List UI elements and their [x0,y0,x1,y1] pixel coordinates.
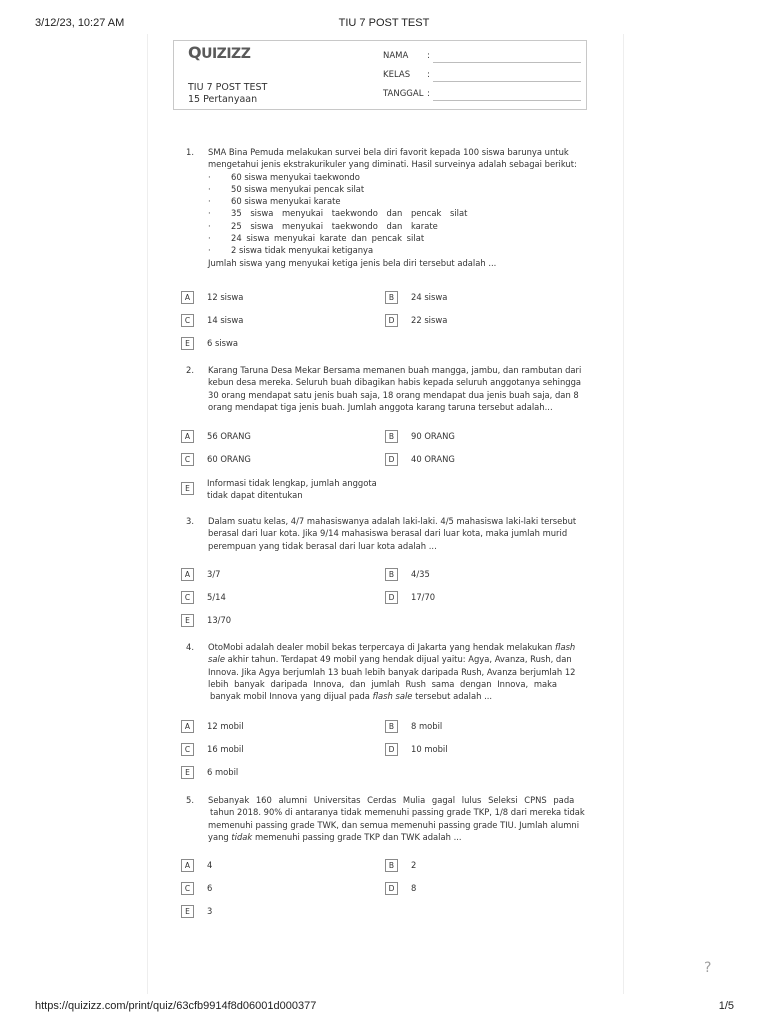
option-text: 2 [411,860,417,870]
print-page-number: 1/5 [718,1000,734,1012]
list-item: · 60 siswa menyukai taekwondo [208,171,360,182]
option-text: 6 mobil [207,767,239,777]
option-key: A [181,568,194,581]
name-label: NAMA [383,51,409,61]
option-text: 24 siswa [411,292,448,302]
option-text: 8 mobil [411,721,443,731]
print-title: TIU 7 POST TEST [338,17,430,29]
option-text: 4 [207,860,213,870]
option-key: A [181,430,194,443]
name-field[interactable]: NAMA : [383,51,581,65]
option-text: 16 mobil [207,744,244,754]
option-key: E [181,337,194,350]
question-text: SMA Bina Pemuda melakukan survei bela diri favorit kepada 100 siswa barunya untuk mengetahui jenis ekstrakurikuler yang diminati. Hasil surveinya adalah sebagai berikut: · 60 siswa menyukai taekwondo · 50 siswa menyukai pencak silat · 60 siswa menyukai karate · 35 siswa menyukai taekwondo dan pencak silat · 25 siswa menyukai taekwondo dan karate · 24 siswa menyukai karate dan pencak silat · 2 siswa tidak menyukai ketiganya Jumlah siswa yang menyukai ketiga jenis bela diri tersebut adalah ... [208,146,598,269]
option-text: 3/7 [207,569,221,579]
option-text: 56 ORANG [207,431,251,441]
class-field[interactable]: KELAS : [383,70,581,84]
option-text: 17/70 [411,592,436,602]
option-key: C [181,453,194,466]
option-text: 22 siswa [411,315,448,325]
option-key: A [181,720,194,733]
question-text: Sebanyak 160 alumni Universitas Cerdas Mulia gagal lulus Seleksi CPNS pada tahun 2018. 90% di antaranya tidak memenuhi passing grade TKP, 1/8 dari mereka tidak memenuhi passing grade TWK, dan semua memenuhi passing grade TIU. Jumlah alumni yang tidak memenuhi passing grade TKP dan TWK adalah ... [208,795,585,842]
quiz-info-box [173,40,587,110]
quiz-title: TIU 7 POST TEST [188,82,268,93]
date-line [433,100,581,101]
list-item: · 60 siswa menyukai karate [208,196,341,207]
date-label: TANGGAL [383,89,424,99]
question-number: 2. [186,365,194,375]
question-number: 3. [186,516,194,526]
option-key: B [385,859,398,872]
option-key: E [181,905,194,918]
class-label: KELAS [383,70,411,80]
option-key: A [181,859,194,872]
option-text: 8 [411,883,417,893]
print-datetime: 3/12/23, 10:27 AM [35,17,125,29]
list-item: · 24 siswa menyukai karate dan pencak silat [208,233,425,244]
question-text: Dalam suatu kelas, 4/7 mahasiswanya adalah laki-laki. 4/5 mahasiswa laki-laki tersebut berasal dari luar kota. Jika 9/14 mahasiswa berasal dari luar kota, maka jumlah murid perempuan yang tidak berasal dari luar kota adalah ... [208,516,577,551]
question-text: OtoMobi adalah dealer mobil bekas terpercaya di Jakarta yang hendak melakukan flash sale akhir tahun. Terdapat 49 mobil yang hendak dijual yaitu: Agya, Avanza, Rush, dan Innova. Jika Agya berjumlah 13 buah lebih banyak daripada Rush, Avanza berjumlah 12 lebih banyak daripada Innova, dan jumlah Rush sama dengan Innova, maka banyak mobil Innova yang dijual pada flash sale tersebut adalah ... [208,642,576,702]
list-item: · 50 siswa menyukai pencak silat [208,183,365,194]
class-line [433,81,581,82]
option-text: 90 ORANG [411,431,455,441]
option-text: 60 ORANG [207,454,251,464]
option-key: B [385,568,398,581]
question-number: 1. [186,147,194,157]
option-text: 5/14 [207,592,226,602]
question-number: 4. [186,642,194,652]
option-text: 12 siswa [207,292,244,302]
option-key: E [181,482,194,495]
option-text: 3 [207,906,213,916]
option-text: 12 mobil [207,721,244,731]
option-key: E [181,766,194,779]
help-icon[interactable]: ? [704,960,712,976]
list-item: · 35 siswa menyukai taekwondo dan pencak silat [208,208,468,219]
option-text: 10 mobil [411,744,448,754]
option-text: 13/70 [207,615,232,625]
list-item: · 2 siswa tidak menyukai ketiganya [208,245,374,256]
option-key: C [181,591,194,604]
option-key: D [385,314,398,327]
print-url: https://quizizz.com/print/quiz/63cfb9914f8d06001d000377 [35,1000,317,1012]
option-text: 40 ORANG [411,454,455,464]
option-key: A [181,291,194,304]
name-line [433,62,581,63]
option-key: B [385,430,398,443]
option-key: B [385,720,398,733]
list-item: · 25 siswa menyukai taekwondo dan karate [208,220,438,231]
option-text: 4/35 [411,569,430,579]
option-text: Informasi tidak lengkap, jumlah anggota tidak dapat ditentukan [207,478,377,500]
option-key: C [181,882,194,895]
option-text: 6 siswa [207,338,239,348]
option-key: D [385,743,398,756]
option-key: D [385,453,398,466]
option-key: E [181,614,194,627]
quiz-question-count: 15 Pertanyaan [188,94,258,105]
quizizz-logo: QUIZIZZ [188,43,251,62]
option-text: 6 [207,883,213,893]
date-field[interactable]: TANGGAL : [383,89,581,103]
option-text: 14 siswa [207,315,244,325]
print-footer [0,994,768,1024]
question-number: 5. [186,795,194,805]
option-key: B [385,291,398,304]
option-key: C [181,314,194,327]
question-text: Karang Taruna Desa Mekar Bersama memanen buah mangga, jambu, dan rambutan dari kebun desa mereka. Seluruh buah dibagikan habis kepada seluruh anggotanya sehingga 30 orang mendapat satu jenis buah saja, 18 orang mendapat dua jenis buah saja, dan 8 orang mendapat tiga jenis buah. Jumlah anggota karang taruna tersebut adalah... [208,365,582,412]
option-key: D [385,882,398,895]
option-key: D [385,591,398,604]
option-key: C [181,743,194,756]
